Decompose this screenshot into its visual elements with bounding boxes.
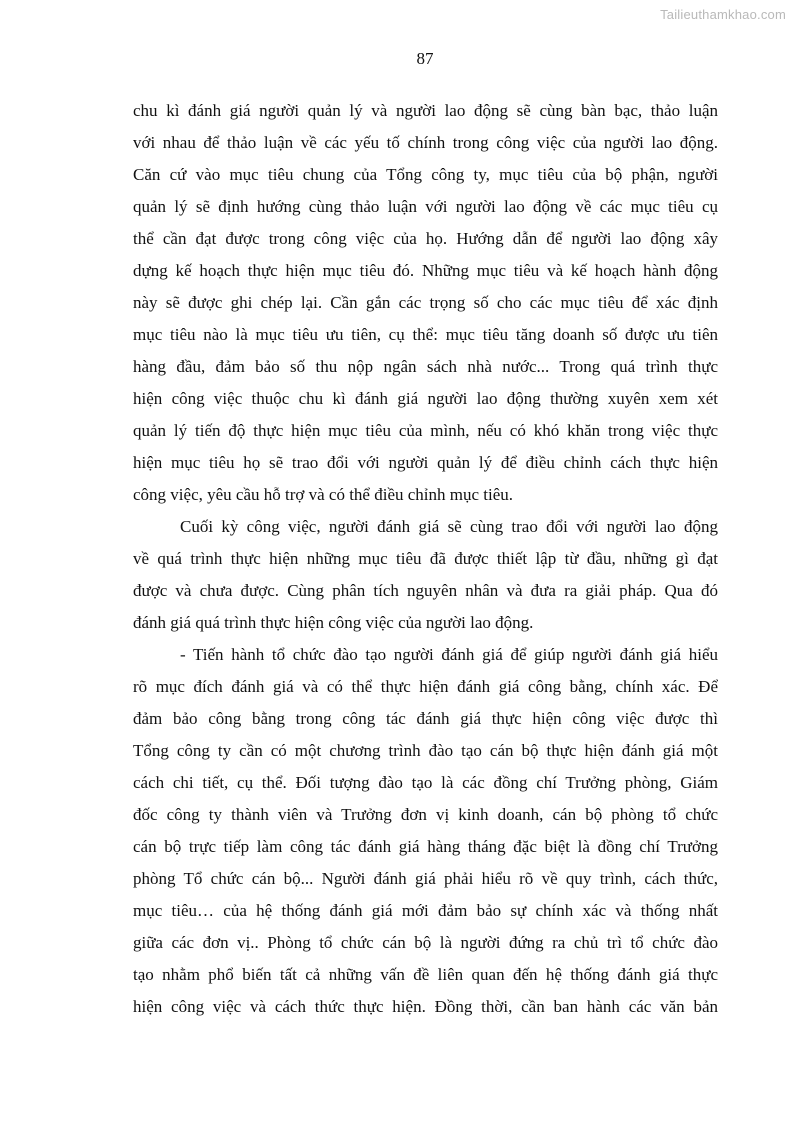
text-line: phòng Tổ chức cán bộ... Người đánh giá phải hiểu rõ về quy trình, cách thức, <box>133 869 718 888</box>
watermark: Tailieuthamkhao.com <box>660 7 786 22</box>
text-line: hiện công việc thuộc chu kì đánh giá người lao động thường xuyên xem xét <box>133 389 718 408</box>
text-line: Căn cứ vào mục tiêu chung của Tổng công ty, mục tiêu của bộ phận, người <box>133 165 718 184</box>
text-line: tạo nhằm phổ biến tất cả những vấn đề liên quan đến hệ thống đánh giá thực <box>133 965 718 984</box>
text-line: Tổng công ty cần có một chương trình đào tạo cán bộ thực hiện đánh giá một <box>133 741 718 760</box>
body-text <box>133 95 718 1023</box>
text-line: cán bộ trực tiếp làm công tác đánh giá hàng tháng đặc biệt là đồng chí Trưởng <box>133 837 718 856</box>
text-line: quản lý tiến độ thực hiện mục tiêu của mình, nếu có khó khăn trong việc thực <box>133 421 718 440</box>
text-line: công việc, yêu cầu hỗ trợ và có thể điều chỉnh mục tiêu. <box>133 485 514 504</box>
text-line: đảm bảo công bằng trong công tác đánh giá thực hiện công việc được thì <box>133 709 718 728</box>
text-line: với nhau để thảo luận về các yếu tố chính trong công việc của người lao động. <box>133 133 718 152</box>
text-line: - Tiến hành tổ chức đào tạo người đánh giá để giúp người đánh giá hiểu <box>180 645 718 664</box>
page-number: 87 <box>416 49 434 68</box>
text-line: được và chưa được. Cùng phân tích nguyên nhân và đưa ra giải pháp. Qua đó <box>133 581 718 600</box>
text-line: rõ mục đích đánh giá và có thể thực hiện đánh giá công bằng, chính xác. Để <box>133 677 718 696</box>
text-line: hiện mục tiêu họ sẽ trao đổi với người quản lý để điều chỉnh cách thực hiện <box>133 453 718 472</box>
text-line: mục tiêu… của hệ thống đánh giá mới đảm bảo sự chính xác và thống nhất <box>133 901 718 920</box>
text-line: quản lý sẽ định hướng cùng thảo luận với người lao động về các mục tiêu cụ <box>133 197 718 216</box>
text-line: thể cần đạt được trong công việc của họ. Hướng dẫn để người lao động xây <box>133 229 718 248</box>
text-line: về quá trình thực hiện những mục tiêu đã được thiết lập từ đầu, những gì đạt <box>133 549 718 568</box>
text-line: hiện công việc và cách thức thực hiện. Đồng thời, cần ban hành các văn bản <box>133 997 718 1016</box>
text-line: đánh giá quá trình thực hiện công việc của người lao động. <box>133 613 534 632</box>
text-line: dựng kế hoạch thực hiện mục tiêu đó. Những mục tiêu và kế hoạch hành động <box>133 261 718 280</box>
text-line: này sẽ được ghi chép lại. Cần gắn các trọng số cho các mục tiêu để xác định <box>133 293 718 312</box>
text-line: chu kì đánh giá người quản lý và người lao động sẽ cùng bàn bạc, thảo luận <box>133 101 718 120</box>
text-line: hàng đầu, đảm bảo số thu nộp ngân sách nhà nước... Trong quá trình thực <box>133 357 718 376</box>
text-line: cách chi tiết, cụ thể. Đối tượng đào tạo là các đồng chí Trưởng phòng, Giám <box>133 773 718 792</box>
text-line: mục tiêu nào là mục tiêu ưu tiên, cụ thể: mục tiêu tăng doanh số được ưu tiên <box>133 325 718 344</box>
text-line: đốc công ty thành viên và Trưởng đơn vị kinh doanh, cán bộ phòng tổ chức <box>133 805 718 824</box>
text-line: giữa các đơn vị.. Phòng tổ chức cán bộ là người đứng ra chủ trì tổ chức đào <box>133 933 718 952</box>
text-line: Cuối kỳ công việc, người đánh giá sẽ cùng trao đổi với người lao động <box>180 517 718 536</box>
